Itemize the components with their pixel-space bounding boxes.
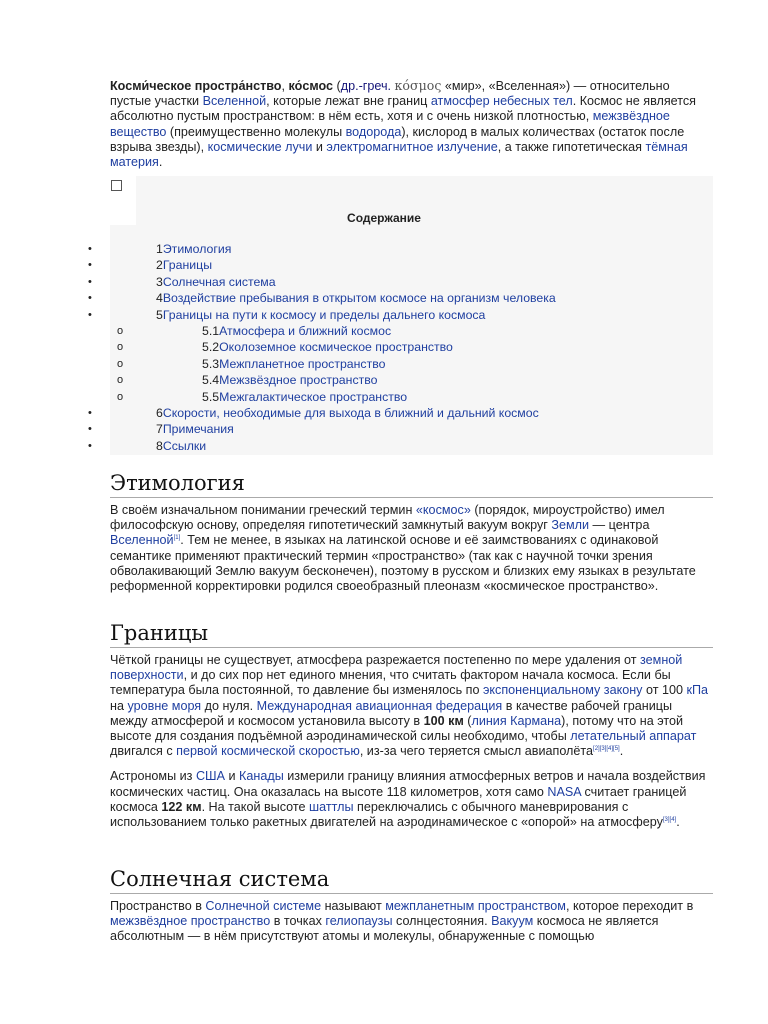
- link-universe-2[interactable]: Вселенной: [110, 533, 174, 548]
- link-universe[interactable]: Вселенной: [202, 94, 267, 109]
- toc-bullet-disc: •: [88, 292, 92, 305]
- toc-item[interactable]: [156, 422, 234, 437]
- toc-item-link[interactable]: Границы на пути к космосу и пределы дальнего космоса: [162, 307, 486, 322]
- toc-bullet-disc: •: [88, 259, 92, 272]
- toc-item-number: 3: [156, 274, 163, 289]
- toc-title: Содержание: [347, 211, 421, 225]
- link-ancient-greek[interactable]: др.-греч.: [340, 79, 392, 93]
- link-usa[interactable]: США: [195, 769, 225, 784]
- link-earth[interactable]: Земли: [551, 518, 590, 533]
- toc-item-number: 5.3: [202, 356, 220, 371]
- toc-item[interactable]: [202, 324, 391, 339]
- intro-paragraph: Косми́ческое простра́нство, ко́смос (др.-греч. κόσμος «мир», «Вселенная») — относительно пустые участки Вселенной, которые лежат вне границ атмосфер небесных тел. Космос не является абсолютно пустым пространством: в нём есть, хотя и с очень низкой плотностью, межзвёздное вещество (преимущественно молекулы водорода), кислород в малых количествах (остаток после взрыва звезды), космические лучи и электромагнитное излучение, а также гипотетическая тёмная материя.: [110, 78, 696, 170]
- link-vacuum[interactable]: Вакуум: [491, 914, 534, 929]
- link-solar-system[interactable]: Солнечной системе: [205, 899, 322, 913]
- borders-paragraph-1: Чёткой границы не существует, атмосфера разрежается постепенно по мере удаления от земной поверхности, и до сих пор нет единого мнения, что считать фактором начала космоса. Если бы температура была постоянной, то давление бы изменялось по экспоненциальному закону от 100 кПа на уровне моря до нуля. Международная авиационная федерация в качестве рабочей границы между атмосферой и космосом установила высоту в 100 км (линия Кармана), потому что на этой высоте для создания подъёмной аэродинамической силы необходимо, чтобы летательный аппарат двигался с первой космической скоростью, из-за чего теряется смысл авиаполёта[2][3][4][5].: [110, 653, 709, 759]
- toc-item[interactable]: [156, 406, 539, 421]
- toc-toggle-checkbox[interactable]: [111, 180, 122, 191]
- toc-item-number: 5.1: [202, 324, 220, 338]
- link-canada[interactable]: Канады: [239, 769, 284, 784]
- etymology-paragraph: В своём изначальном понимании греческий термин «космос» (порядок, мироустройство) имел философскую основу, определяя гипотетический замкнутый вакуум вокруг Земли — центра Вселенной[1]. Тем не менее, в языках на латинской основе и её заимствованиях с одинаковой семантике применяют практический термин «пространство» (так как с научной точки зрения обволакивающий Землю вакуум бесконечен), поэтому в русском и близких ему языках в результате реформенной корректировки родился своеобразный плеоназм «космическое пространство».: [110, 503, 696, 594]
- toc-item-number: 5: [156, 307, 163, 322]
- toc-item-number: 6: [156, 406, 163, 420]
- link-first-cosmic-velocity[interactable]: первой космической скоростью: [176, 744, 360, 759]
- solar-paragraph: Пространство в Солнечной системе называют межпланетным пространством, которое переходит в межзвёздное пространство в точках гелиопаузы солнцестояния. Вакуум космоса не является абсолютным — в нём присутствуют атомы и молекулы, обнаруженные с помощью: [110, 899, 694, 944]
- heading-solar-system: Солнечная система: [110, 866, 713, 894]
- toc-item-link[interactable]: Околоземное космическое пространство: [219, 340, 453, 355]
- toc-item[interactable]: [202, 373, 377, 388]
- toc-item[interactable]: [156, 291, 556, 306]
- toc-item-link[interactable]: Межзвёздное пространство: [219, 373, 378, 388]
- toc-item-link[interactable]: Этимология: [162, 242, 232, 256]
- toc-item-number: 8: [156, 438, 163, 453]
- footnote-ref[interactable]: [1]: [173, 535, 181, 542]
- toc-item[interactable]: [156, 275, 276, 290]
- toc-item[interactable]: [156, 258, 212, 273]
- toc-bullet-circle: o: [117, 341, 124, 354]
- link-heliopause[interactable]: гелиопаузы: [325, 914, 393, 929]
- term-cosmic-space: Косми́ческое простра́нство: [110, 79, 282, 93]
- toc-item[interactable]: [156, 242, 231, 257]
- toc-item-link[interactable]: Скорости, необходимые для выхода в ближний и дальний космос: [162, 406, 539, 420]
- toc-item-link[interactable]: Межпланетное пространство: [219, 356, 386, 371]
- toc-item-number: 5.4: [202, 373, 220, 388]
- link-atmospheres[interactable]: атмосфер: [430, 94, 490, 109]
- toc-item-number: 4: [156, 291, 163, 306]
- toc-item-link[interactable]: Солнечная система: [162, 274, 276, 289]
- link-karman-line[interactable]: линия Кармана: [471, 713, 562, 728]
- toc-item-number: 7: [156, 422, 163, 437]
- link-kpa[interactable]: кПа: [686, 683, 709, 698]
- link-interplanetary-space[interactable]: межпланетным пространством: [385, 899, 566, 913]
- toc-bullet-circle: o: [117, 357, 124, 370]
- toc-item-number: 5.5: [202, 389, 220, 404]
- toc-item-number: 2: [156, 258, 163, 273]
- link-celestial-bodies[interactable]: небесных тел: [493, 94, 573, 109]
- link-sea-level[interactable]: уровне моря: [127, 698, 202, 713]
- term-cosmos: ко́смос: [288, 79, 334, 93]
- link-exponential-law[interactable]: экспоненциальному закону: [482, 683, 643, 698]
- toc-bullet-disc: •: [88, 439, 92, 452]
- link-aircraft[interactable]: летательный аппарат: [570, 729, 697, 744]
- toc-item[interactable]: [156, 439, 206, 454]
- toc-bullet-disc: •: [88, 275, 92, 288]
- link-em-radiation[interactable]: электромагнитное излучение: [326, 139, 498, 154]
- section-solar-system: [110, 899, 713, 945]
- link-interstellar-space[interactable]: межзвёздное пространство: [110, 914, 271, 929]
- link-earth-surface[interactable]: земной поверхности: [110, 653, 683, 683]
- section-borders: [110, 653, 713, 830]
- footnote-ref[interactable]: [2][3][4][5]: [593, 746, 620, 753]
- toc-item-link[interactable]: Границы: [162, 258, 213, 273]
- toc-bullet-disc: •: [88, 423, 92, 436]
- link-dark-matter[interactable]: тёмная материя: [110, 139, 688, 170]
- link-fai[interactable]: Международная авиационная федерация: [256, 698, 503, 713]
- toc-item-link[interactable]: Атмосфера и ближний космос: [219, 324, 392, 338]
- toc-item[interactable]: [202, 357, 385, 372]
- section-etymology: [110, 503, 713, 594]
- borders-paragraph-2: Астрономы из США и Канады измерили границу влияния атмосферных ветров и начала воздействия космических частиц. Она оказалась на высоте 118 километров, хотя само NASA считает границей космоса 122 км. На такой высоте шаттлы переключались с обычного маневрирования с использованием только ракетных двигателей на аэродинамическое с «опорой» на атмосферу[3][4].: [110, 769, 706, 830]
- toc-item[interactable]: [202, 340, 453, 355]
- link-shuttles[interactable]: шаттлы: [309, 799, 354, 814]
- toc-bullet-circle: o: [117, 390, 124, 403]
- link-interstellar-medium[interactable]: межзвёздное вещество: [110, 109, 670, 139]
- toc-bullet-circle: o: [117, 325, 124, 337]
- heading-etymology: Этимология: [110, 470, 713, 498]
- toc-bullet-disc: •: [88, 243, 92, 255]
- footnote-ref[interactable]: [3][4]: [662, 816, 677, 823]
- greek-word: κόσμος: [394, 78, 442, 93]
- toc-item-number: 5.2: [202, 340, 220, 355]
- toc-item[interactable]: [156, 308, 485, 323]
- toc-item-link[interactable]: Примечания: [162, 422, 234, 437]
- intro-block: [110, 78, 713, 170]
- toc-bullet-circle: o: [117, 374, 124, 387]
- toc-item-number: 1: [156, 242, 163, 256]
- toc-item-link[interactable]: Межгалактическое пространство: [219, 389, 408, 404]
- link-kosmos[interactable]: «космос»: [415, 503, 471, 517]
- toc-bullet-disc: •: [88, 407, 92, 419]
- heading-borders: Границы: [110, 620, 713, 648]
- toc-item-link[interactable]: Воздействие пребывания в открытом космосе на организм человека: [162, 291, 556, 306]
- toc-item-link[interactable]: Ссылки: [162, 438, 207, 453]
- toc-item[interactable]: [202, 390, 407, 405]
- link-cosmic-rays[interactable]: космические лучи: [207, 139, 313, 154]
- link-nasa[interactable]: NASA: [547, 784, 581, 799]
- toc-bullet-disc: •: [88, 308, 92, 321]
- link-hydrogen[interactable]: водорода: [345, 124, 402, 139]
